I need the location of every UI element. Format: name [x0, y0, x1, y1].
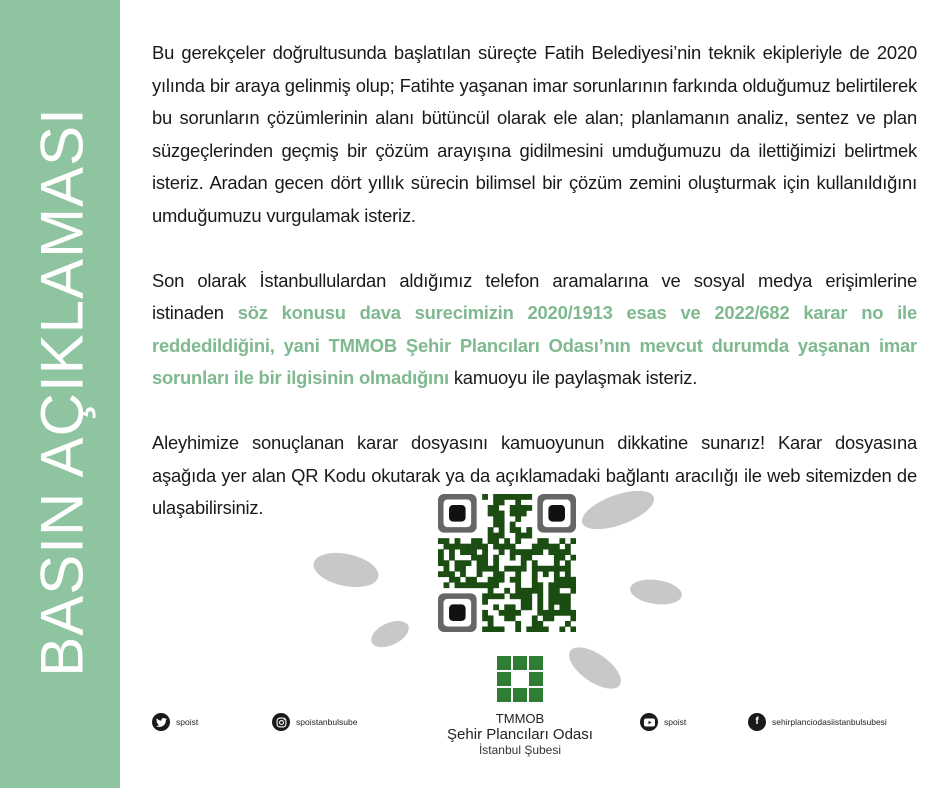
organization-logo: [430, 656, 610, 757]
qr-code[interactable]: [438, 494, 576, 632]
paragraph-2-end: kamuoyu ile paylaşmak isteriz.: [448, 367, 698, 388]
burst-stroke: [577, 483, 659, 537]
logo-org: TMMOB: [495, 711, 545, 726]
burst-stroke: [367, 616, 413, 653]
paragraph-2-highlight: söz konusu dava surecimizin 2020/1913 esas ve 2022/682 karar no ile reddedildiğini, yani TMMOB Şehir Plancıları Odası’nın mevcut durumda yaşanan imar sorunları ile bir ilgisinin olmadığını: [152, 302, 917, 388]
burst-stroke: [310, 547, 381, 592]
paragraph-3: Aleyhimize sonuçlanan karar dosyasını kamuoyunun dikkatine sunarız! Karar dosyasına aşağıda yer alan QR Kodu okutarak ya da açıklamadaki bağlantı aracılığı ile web sitemizden de ulaşabilirsiniz.: [152, 432, 917, 518]
twitter-icon: [152, 713, 170, 731]
press-release-title: BASIN AÇIKLAMASI: [28, 107, 96, 677]
logo-name: Şehir Plancıları Odası: [447, 726, 593, 743]
logo-branch: İstanbul Şubesi: [478, 743, 562, 757]
facebook-handle: sehirplanciodasiistanbulsubesi: [772, 717, 887, 727]
social-facebook[interactable]: [748, 712, 887, 732]
burst-stroke: [629, 576, 684, 607]
twitter-handle: spoist: [176, 717, 199, 727]
paragraph-2-start: Son olarak İstanbullulardan aldığımız telefon aramalarına ve sosyal medya erişimlerine istinaden: [152, 269, 917, 323]
social-youtube[interactable]: [640, 712, 686, 732]
youtube-icon: [640, 713, 658, 731]
paragraph-1: Bu gerekçeler doğrultusunda başlatılan süreçte Fatih Belediyesi’nin teknik ekipleriyle de 2020 yılında bir araya gelinmiş olup; Fatihte yaşanan imar sorunlarının farkında olduğumuz belirtilerek bu sorunların çözümlerinin alanı bütüncül olarak ele alan; planlamanın analiz, sentez ve plan süzgeçlerinden geçmiş bir çözüm arayışına gidilmesini umduğumuzu da ilettiğimizi belirtmek isteriz. Aradan gecen dört yıllık sürecin bilimsel bir çözüm zemini oluşturmak için kullanıldığını umduğumuzu vurgulamak isteriz.: [152, 42, 917, 226]
social-twitter[interactable]: [152, 712, 198, 732]
social-instagram[interactable]: [272, 712, 357, 732]
instagram-handle: spoistanbulsube: [296, 717, 358, 727]
youtube-handle: spoist: [664, 717, 687, 727]
logo-mark-icon: [497, 656, 543, 702]
facebook-icon: f: [748, 713, 766, 731]
instagram-icon: [272, 713, 290, 731]
qr-code-graphic: [438, 494, 576, 632]
